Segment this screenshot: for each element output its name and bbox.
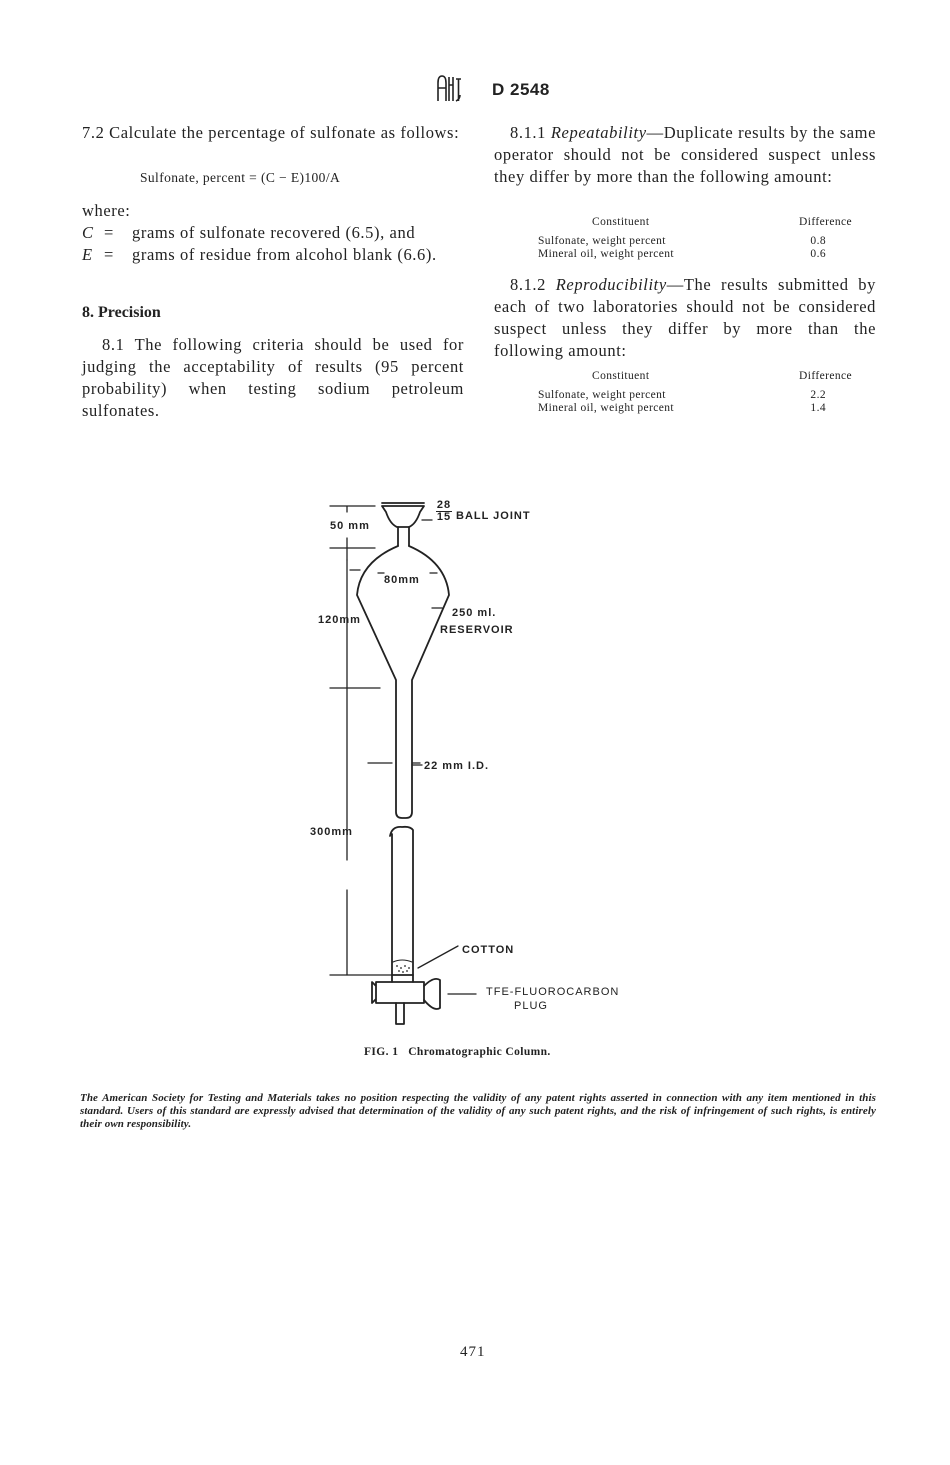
dim-80mm: 80mm — [384, 574, 420, 586]
plug-label-line1: TFE-FLUOROCARBON — [486, 986, 620, 998]
astm-logo-icon — [436, 73, 462, 103]
patent-disclaimer: The American Society for Testing and Materials takes no position respecting the validity of any patent rights asserted in connection with any item mentioned in this standard. Users of this standard are expressly advised that determination of the validity of any such patent rights, and the risk of infringement of such rights, is entirely their own responsibility. — [80, 1092, 876, 1130]
paragraph-8-1-1: 8.1.1 Repeatability—Duplicate results by the same operator should not be considered suspect unless they differ by more than the following amount: — [494, 123, 876, 186]
reservoir-label: RESERVOIR — [440, 624, 514, 636]
dim-50mm: 50 mm — [330, 520, 370, 532]
document-number: D 2548 — [492, 80, 550, 99]
ball-joint-shape — [382, 506, 424, 527]
reproducibility-table — [538, 370, 854, 415]
paragraph-8-1-2: 8.1.2 Reproducibility—The results submitted by each of two laboratories should not be considered suspect unless they differ by more than the following amount: — [494, 275, 876, 360]
table-row: Mineral oil, weight percent 1.4 — [538, 402, 826, 414]
column-tube — [390, 827, 413, 975]
inner-diameter-label: 22 mm I.D. — [424, 760, 490, 772]
dim-120mm: 120mm — [318, 614, 361, 626]
paragraph-7-2: 7.2 Calculate the percentage of sulfonate as follows: — [82, 123, 460, 142]
where-label: where: — [82, 201, 131, 220]
table-header: Constituent Difference — [592, 216, 852, 228]
stopcock — [372, 982, 424, 1003]
section-heading: 8. Precision — [82, 304, 161, 321]
reservoir-bulb — [357, 546, 449, 818]
table-row: Sulfonate, weight percent 0.8 — [538, 235, 826, 247]
figure-caption: FIG. 1 Chromatographic Column. — [364, 1046, 551, 1058]
table-header: Constituent Difference — [592, 370, 852, 382]
dim-300mm: 300mm — [310, 826, 353, 838]
plug-label-line2: PLUG — [514, 1000, 548, 1012]
reservoir-volume-label: 250 ml. — [452, 607, 497, 619]
page-number: 471 — [460, 1344, 486, 1360]
ball-joint-label: BALL JOINT — [456, 510, 531, 522]
equation: Sulfonate, percent = (C − E)100/A — [140, 170, 341, 185]
table-row: Mineral oil, weight percent 0.6 — [538, 248, 826, 260]
repeatability-table — [538, 216, 854, 261]
table-row: Sulfonate, weight percent 2.2 — [538, 389, 826, 401]
cotton-label: COTTON — [462, 944, 515, 956]
paragraph-8-1: 8.1 The following criteria should be used for judging the acceptability of results (95 percent probability) when testing sodium petroleum sulfonates. — [82, 335, 464, 420]
ball-joint-fraction: 28 15 — [436, 499, 452, 523]
